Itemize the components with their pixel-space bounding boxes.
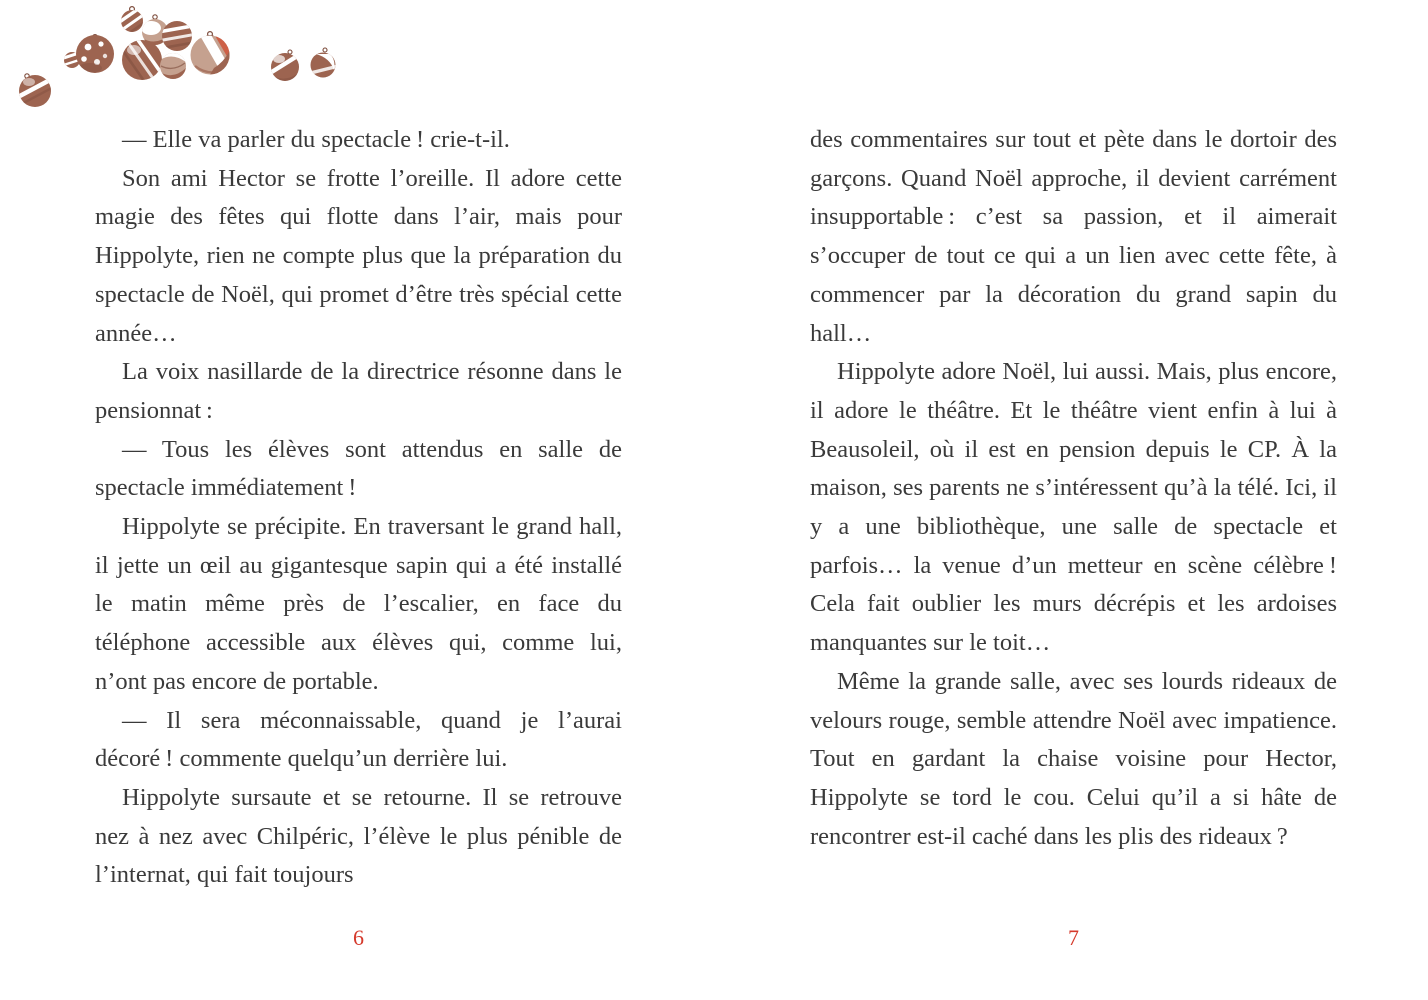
paragraph: Même la grande salle, avec ses lourds rideaux de velours rouge, semble attendre Noël avec impatience. Tout en gardant la chaise voisine pour Hector, Hippolyte se tord le cou. Celui qu’il a si hâte de rencontrer est-il caché dans les plis des rideaux ?	[810, 667, 1337, 850]
paragraph: Son ami Hector se frotte l’oreille. Il adore cette magie des fêtes qui flotte dans l’air, mais pour Hippolyte, rien ne compte plus que la préparation du spectacle de Noël, qui promet d’être très spécial cette année…	[95, 164, 622, 347]
page-number-left: 6	[353, 925, 364, 950]
paragraph: Hippolyte sursaute et se retourne. Il se retrouve nez à nez avec Chilpéric, l’élève le plus pénible de l’internat, qui fait toujours	[95, 783, 622, 889]
page-number-right: 7	[1068, 925, 1079, 950]
paragraph: — Il sera méconnaissable, quand je l’aurai décoré ! commente quelqu’un derrière lui.	[95, 706, 622, 773]
page-right-text-column	[810, 121, 1337, 856]
bauble-polka-dot	[76, 35, 114, 73]
paragraph: La voix nasillarde de la directrice résonne dans le pensionnat :	[95, 358, 622, 424]
bauble-red-stripe	[191, 18, 249, 78]
paragraph: — Tous les élèves sont attendus en salle de spectacle immédiatement !	[95, 435, 622, 502]
bauble-lone	[14, 74, 58, 107]
paragraph: — Elle va parler du spectacle ! crie-t-il.	[122, 126, 510, 153]
paragraph: Hippolyte se précipite. En traversant le grand hall, il jette un œil au gigantesque sapin qui a été installé le matin même près de l’escalier, en face du téléphone accessible aux élèves qui, comme lui, n’ont pas encore de portable.	[95, 513, 622, 695]
bauble-swirl	[160, 53, 186, 80]
bauble-separate-a	[266, 50, 301, 82]
christmas-baubles-icon	[0, 0, 360, 120]
paragraph: Hippolyte adore Noël, lui aussi. Mais, plus encore, il adore le théâtre. Et le théâtre vient enfin à lui à Beausoleil, où il est en pension depuis le CP. À la maison, ses parents ne s’intéressent qu’à la télé. Ici, il y a une bibliothèque, une salle de spectacle et parfois… la venue d’un metteur en scène célèbre ! Cela fait oublier les murs décrépis et les ardoises manquantes sur le toit…	[810, 358, 1337, 657]
paragraph: des commentaires sur tout et pète dans le dortoir des garçons. Quand Noël approche, il devient carrément insupportable : c’est sa passion, et il aimerait s’occuper de tout ce qui a un lien avec cette fête, à commencer par la décoration du grand sapin du hall…	[810, 126, 1337, 347]
bauble-separate-b	[309, 48, 341, 80]
page-left-text-column	[95, 121, 622, 895]
